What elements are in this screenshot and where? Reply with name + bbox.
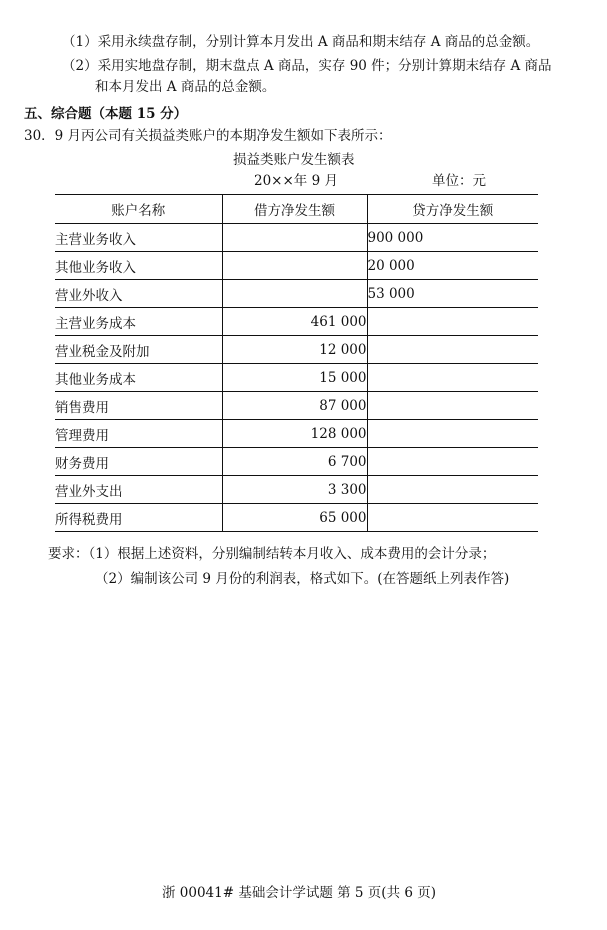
table-row [55,252,538,280]
table-header-row [55,195,538,224]
debit-amount [222,252,367,280]
debit-amount: 3 300 [222,476,367,504]
requirement-2: （2）编制该公司 9 月份的利润表，格式如下。(在答题纸上列表作答) [95,571,510,587]
table-row [55,336,538,364]
account-name: 销售费用 [55,392,222,420]
question-part-2-line-1: （2）采用实地盘存制，期末盘点 A 商品，实存 90 件；分别计算期末结存 A 商品 [62,58,552,74]
account-name: 主营业务成本 [55,308,222,336]
requirement-1: 要求：（1）根据上述资料，分别编制结转本月收入、成本费用的会计分录； [48,546,496,562]
header-account-name: 账户名称 [55,195,222,224]
question-part-2-line-2: 和本月发出 A 商品的总金额。 [95,79,276,95]
credit-amount [367,336,538,364]
table-row [55,308,538,336]
account-name: 主营业务收入 [55,224,222,252]
debit-amount: 12 000 [222,336,367,364]
account-name: 营业外支出 [55,476,222,504]
debit-amount [222,280,367,308]
account-name: 营业外收入 [55,280,222,308]
question-30-text: 30．9 月丙公司有关损益类账户的本期净发生额如下表所示： [24,128,392,144]
table-row [55,280,538,308]
table-row [55,364,538,392]
credit-amount [367,364,538,392]
question-part-1: （1）采用永续盘存制，分别计算本月发出 A 商品和期末结存 A 商品的总金额。 [62,34,540,50]
table-row [55,420,538,448]
account-name: 其他业务成本 [55,364,222,392]
credit-amount [367,420,538,448]
credit-amount: 900 000 [367,224,538,252]
table-row [55,224,538,252]
credit-amount [367,476,538,504]
header-debit: 借方净发生额 [222,195,367,224]
page-footer: 浙 00041# 基础会计学试题 第 5 页(共 6 页) [162,885,437,901]
credit-amount: 20 000 [367,252,538,280]
table-unit: 单位：元 [432,173,486,189]
table-title: 损益类账户发生额表 [233,152,355,168]
credit-amount: 53 000 [367,280,538,308]
credit-amount [367,308,538,336]
debit-amount: 65 000 [222,504,367,532]
debit-amount: 128 000 [222,420,367,448]
debit-amount: 6 700 [222,448,367,476]
debit-amount [222,224,367,252]
account-name: 其他业务收入 [55,252,222,280]
account-table [55,194,538,532]
header-credit: 贷方净发生额 [367,195,538,224]
table-period: 20××年 9 月 [254,173,338,189]
table-row [55,392,538,420]
table-row [55,448,538,476]
debit-amount: 15 000 [222,364,367,392]
section-heading: 五、综合题（本题 15 分） [24,106,188,122]
account-name: 管理费用 [55,420,222,448]
debit-amount: 87 000 [222,392,367,420]
credit-amount [367,504,538,532]
credit-amount [367,392,538,420]
debit-amount: 461 000 [222,308,367,336]
account-name: 财务费用 [55,448,222,476]
table-row [55,504,538,532]
table-row [55,476,538,504]
account-name: 所得税费用 [55,504,222,532]
account-name: 营业税金及附加 [55,336,222,364]
credit-amount [367,448,538,476]
